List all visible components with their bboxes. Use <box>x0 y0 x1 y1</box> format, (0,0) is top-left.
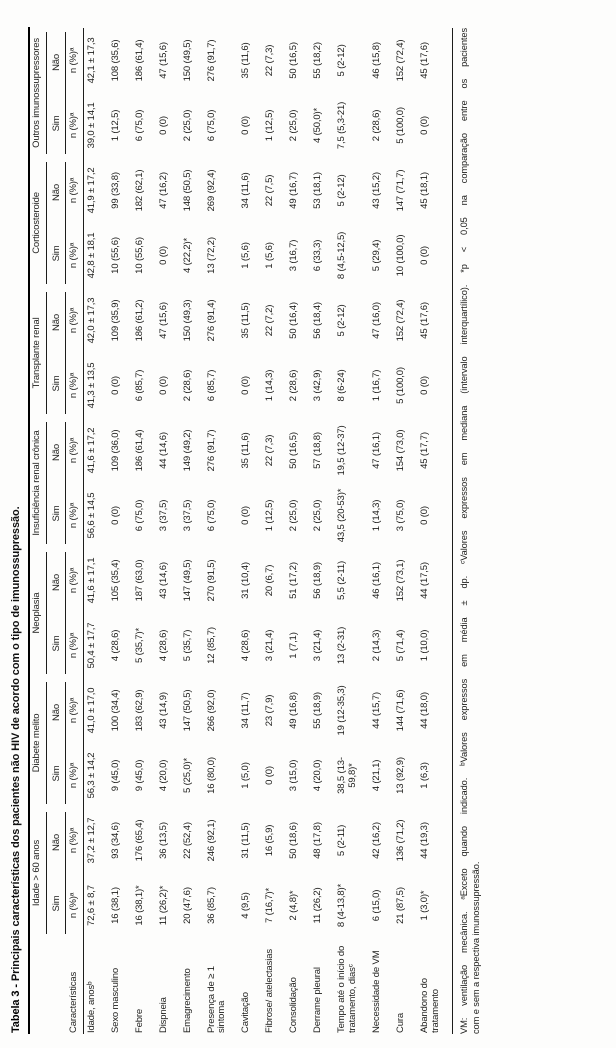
table-row <box>262 28 286 1034</box>
value-cell: 20 (47,6) <box>181 887 193 924</box>
nao-label: Não <box>51 313 63 331</box>
table-row <box>393 28 417 1034</box>
value-cell: 150 (49,5) <box>181 39 193 82</box>
column-group-header <box>30 28 47 158</box>
column-group-header <box>30 158 47 288</box>
value-cell: 5 (25,0)* <box>181 757 193 794</box>
value-cell: 5 (100,0) <box>394 367 406 404</box>
value-cell: 1 (5,6) <box>264 242 276 269</box>
value-cell: 46 (15,8) <box>370 42 382 79</box>
sim-label: Sim <box>51 375 63 392</box>
data-table <box>30 28 452 1034</box>
value-cell: 45 (17,6) <box>417 28 452 93</box>
table-row <box>238 28 262 1034</box>
sim-nao-pair <box>49 32 66 154</box>
value-cell: 6 (75,0) <box>205 499 217 532</box>
value-cell: 19,5 (12-37) <box>336 425 348 476</box>
row-label: Sexo masculino <box>109 968 121 1033</box>
value-cell: 0 (0) <box>417 223 452 288</box>
table-row <box>180 28 204 1034</box>
nao-label: Não <box>51 443 63 461</box>
column-group-header <box>30 678 47 808</box>
row-label: Presença de ≥ 1 sintoma <box>205 966 228 1033</box>
value-cell: 11 (26,2)* <box>157 885 169 926</box>
value-cell: 154 (73,0) <box>394 429 406 472</box>
table-row <box>334 28 369 1034</box>
value-cell: 5 (2-11) <box>336 824 348 857</box>
value-cell: 45 (17,7) <box>417 418 452 483</box>
value-cell: 4 (9,5) <box>240 892 252 919</box>
nao-label: Não <box>51 574 63 591</box>
n-percent-header: n (%)ᵃ <box>66 288 83 353</box>
value-cell: 56,3 ± 14,2 <box>85 752 97 799</box>
sim-label: Sim <box>51 115 63 132</box>
value-cell: 50 (16,5) <box>288 42 300 79</box>
value-cell: 31 (11,5) <box>240 822 252 859</box>
value-cell: 0 (0) <box>417 93 452 158</box>
value-cell: 4 (28,6) <box>157 629 169 662</box>
value-cell: 5 (35,7) <box>181 629 193 662</box>
value-cell: 8 (4-13,8)* <box>336 883 348 928</box>
value-cell: 12 (85,7) <box>205 627 217 664</box>
value-cell: 56,6 ± 14,5 <box>85 492 97 539</box>
value-cell: 44 (17,5) <box>417 548 452 613</box>
value-cell: 41,9 ± 17,2 <box>85 167 97 214</box>
value-cell: 3 (16,7) <box>288 239 300 272</box>
header-row-groups <box>30 28 47 1034</box>
sim-nao-pair <box>49 682 66 804</box>
value-cell: 6 (75,0) <box>205 109 217 142</box>
nao-label: Não <box>51 833 63 851</box>
value-cell: 47 (15,6) <box>157 42 169 79</box>
value-cell: 42,8 ± 18,1 <box>85 232 97 279</box>
sim-label: Sim <box>51 895 63 912</box>
value-cell: 23 (7,9) <box>264 694 276 727</box>
value-cell: 44 (19,3) <box>417 808 452 873</box>
value-cell: 10 (55,6) <box>109 237 121 274</box>
value-cell: 16 (5,9) <box>264 824 276 857</box>
value-cell: 8 (6-24) <box>336 369 348 402</box>
n-percent-header: n (%)ᵃ <box>66 808 83 873</box>
value-cell: 108 (35,6) <box>109 39 121 82</box>
n-percent-header: n (%)ᵃ <box>66 548 83 613</box>
value-cell: 1 (5,6) <box>240 242 252 269</box>
value-cell: 100 (34,4) <box>109 689 121 732</box>
value-cell: 5 (29,4) <box>370 239 382 272</box>
value-cell: 50 (16,5) <box>288 432 300 469</box>
value-cell: 2 (14,3) <box>370 629 382 662</box>
value-cell: 5 (2-12) <box>336 304 348 337</box>
value-cell: 3 (21,4) <box>312 629 324 662</box>
value-cell: 16 (80,0) <box>205 757 217 794</box>
value-cell: 1 (14,3) <box>264 369 276 402</box>
value-cell: 13 (92,9) <box>394 757 406 794</box>
value-cell: 22 (52,4) <box>181 822 193 859</box>
value-cell: 72,6 ± 8,7 <box>85 885 97 926</box>
value-cell: 183 (62,9) <box>133 689 145 732</box>
value-cell: 9 (45,0) <box>109 759 121 792</box>
value-cell: 4 (22,2)* <box>181 237 193 274</box>
value-cell: 1 (3,0)* <box>417 873 452 938</box>
value-cell: 10 (100,0) <box>394 234 406 277</box>
value-cell: 43 (15,2) <box>370 172 382 209</box>
column-group-header <box>30 808 47 938</box>
value-cell: 2 (28,6) <box>181 369 193 402</box>
value-cell: 105 (35,4) <box>109 559 121 602</box>
value-cell: 3 (75,0) <box>394 499 406 532</box>
value-cell: 6 (85,7) <box>133 369 145 402</box>
value-cell: 5 (100,0) <box>394 107 406 144</box>
value-cell: 1 (6,3) <box>417 743 452 808</box>
table-number: Tabela 3 - <box>10 984 22 1033</box>
value-cell: 44 (15,7) <box>370 692 382 729</box>
nao-label: Não <box>51 704 63 721</box>
value-cell: 6 (75,0) <box>133 499 145 532</box>
footnote-line-2: com e sem a respectiva imunossupressão. <box>471 861 482 1034</box>
value-cell: 2 (25,0) <box>288 499 300 532</box>
column-group-label: Neoplasia <box>32 552 47 674</box>
value-cell: 41,0 ± 17,0 <box>85 687 97 734</box>
value-cell: 4 (21,1) <box>370 759 382 792</box>
nao-label: Não <box>51 53 63 71</box>
sim-label: Sim <box>51 245 63 262</box>
sim-nao-pair <box>49 422 66 544</box>
value-cell: 1 (7,1) <box>288 632 300 659</box>
row-label: Cura <box>394 1013 406 1033</box>
table-row <box>369 28 393 1034</box>
sim-nao-header <box>47 808 66 938</box>
value-cell: 11 (26,2) <box>312 887 324 924</box>
value-cell: 152 (72,4) <box>394 299 406 342</box>
value-cell: 20 (6,7) <box>264 564 276 597</box>
value-cell: 4 (28,6) <box>109 629 121 662</box>
column-group-label: Outros imunossupressores <box>32 32 47 154</box>
value-cell: 2 (28,6) <box>288 369 300 402</box>
sim-nao-pair <box>49 162 66 284</box>
column-group-label: Idade > 60 anos <box>32 812 47 934</box>
value-cell: 6 (75,0) <box>133 109 145 142</box>
value-cell: 276 (91,7) <box>205 39 217 82</box>
value-cell: 3 (15,0) <box>288 759 300 792</box>
value-cell: 2 (28,6) <box>370 109 382 142</box>
value-cell: 152 (73,1) <box>394 559 406 602</box>
value-cell: 5 (35,7)* <box>133 627 145 664</box>
value-cell: 187 (63,0) <box>133 559 145 602</box>
sim-label: Sim <box>51 505 63 522</box>
value-cell: 6 (85,7) <box>205 369 217 402</box>
value-cell: 4 (50,0)* <box>312 107 324 143</box>
table-row <box>156 28 180 1034</box>
value-cell: 1 (10,0) <box>417 613 452 678</box>
value-cell: 6 (15,0) <box>370 889 382 922</box>
value-cell: 47 (16,1) <box>370 432 382 469</box>
value-cell: 47 (16,0) <box>370 302 382 339</box>
value-cell: 43 (14,6) <box>157 562 169 599</box>
table-row <box>204 28 239 1034</box>
value-cell: 246 (92,1) <box>205 819 217 862</box>
sim-nao-pair <box>49 292 66 414</box>
value-cell: 0 (0) <box>240 506 252 525</box>
sim-nao-header <box>47 418 66 548</box>
row-label: Consolidação <box>288 977 300 1033</box>
column-group-label: Diabete melito <box>32 682 47 804</box>
value-cell: 47 (16,2) <box>157 172 169 209</box>
value-cell: 37,2 ± 12,7 <box>85 817 97 864</box>
sim-nao-header <box>47 678 66 808</box>
value-cell: 50,4 ± 17,7 <box>85 622 97 669</box>
table-row <box>108 28 132 1034</box>
row-label: Tempo até o início do tratamento, diasᶜ <box>336 945 359 1033</box>
value-cell: 6 (33,3) <box>312 239 324 272</box>
table-row <box>83 28 107 1034</box>
value-cell: 22 (7,3) <box>264 44 276 77</box>
column-group-header <box>30 418 47 548</box>
n-percent-header: n (%)ᵃ <box>66 353 83 418</box>
value-cell: 147 (49,5) <box>181 559 193 602</box>
row-label: Cavitação <box>240 992 252 1033</box>
value-cell: 13 (72,2) <box>205 237 217 274</box>
value-cell: 186 (61,2) <box>133 299 145 342</box>
value-cell: 276 (91,7) <box>205 429 217 472</box>
value-cell: 5,5 (2-11) <box>336 561 348 600</box>
value-cell: 0 (0) <box>240 376 252 395</box>
column-group-label: Insuficiência renal crônica <box>32 422 47 544</box>
footnote-line-1: VM: ventilação mecânica. ᵃExceto quando indicado. ᵇValores expressos em média ± dp. ᶜValores expressos em mediana (intervalo interquartílico). *p < 0,05 na comparação entre os pacientes <box>458 28 469 1034</box>
value-cell: 0 (0) <box>417 483 452 548</box>
table-footnote <box>458 28 483 1034</box>
value-cell: 44 (18,0) <box>417 678 452 743</box>
value-cell: 0 (0) <box>109 376 121 395</box>
value-cell: 186 (61,4) <box>133 39 145 82</box>
n-percent-header: n (%)ᵃ <box>66 873 83 938</box>
value-cell: 51 (17,2) <box>288 562 300 599</box>
n-percent-header: n (%)ᵃ <box>66 93 83 158</box>
sim-nao-pair <box>49 552 66 674</box>
header-row-npercent <box>66 28 83 1034</box>
value-cell: 266 (92,0) <box>205 689 217 732</box>
row-label: Febre <box>133 1008 145 1033</box>
table-header <box>30 28 83 1034</box>
value-cell: 34 (11,6) <box>240 172 252 209</box>
value-cell: 47 (15,6) <box>157 302 169 339</box>
table-row <box>310 28 334 1034</box>
table-title <box>10 27 30 1034</box>
value-cell: 0 (0) <box>157 246 169 265</box>
value-cell: 43,5 (20-53)* <box>336 488 348 543</box>
value-cell: 1 (12,5) <box>109 109 121 142</box>
value-cell: 42 (16,2) <box>370 822 382 859</box>
value-cell: 50 (16,4) <box>288 302 300 339</box>
value-cell: 93 (34,6) <box>109 822 121 859</box>
value-cell: 147 (71,7) <box>394 169 406 212</box>
value-cell: 109 (35,9) <box>109 299 121 342</box>
value-cell: 36 (13,5) <box>157 822 169 859</box>
value-cell: 50 (18,6) <box>288 822 300 859</box>
column-group-header <box>30 288 47 418</box>
value-cell: 269 (92,4) <box>205 169 217 212</box>
column-group-header <box>30 548 47 678</box>
value-cell: 149 (49,2) <box>181 429 193 472</box>
value-cell: 46 (16,1) <box>370 562 382 599</box>
value-cell: 4 (20,0) <box>157 759 169 792</box>
sim-label: Sim <box>51 635 63 652</box>
value-cell: 5 (2-12) <box>336 44 348 77</box>
column-group-label: Transplante renal <box>32 292 47 414</box>
value-cell: 7 (16,7)* <box>264 887 276 924</box>
value-cell: 0 (0) <box>157 376 169 395</box>
value-cell: 35 (11,6) <box>240 432 252 469</box>
value-cell: 2 (25,0) <box>181 109 193 142</box>
value-cell: 147 (50,5) <box>181 689 193 732</box>
value-cell: 0 (0) <box>264 766 276 785</box>
value-cell: 35 (11,6) <box>240 42 252 79</box>
value-cell: 13 (2-31) <box>336 626 348 665</box>
value-cell: 4 (20,0) <box>312 759 324 792</box>
sim-nao-pair <box>49 812 66 934</box>
table-row <box>132 28 156 1034</box>
value-cell: 48 (17,8) <box>312 822 324 859</box>
value-cell: 4 (28,6) <box>240 629 252 662</box>
n-percent-header: n (%)ᵃ <box>66 418 83 483</box>
value-cell: 186 (61,4) <box>133 429 145 472</box>
row-label: Fibrose/ atelectasias <box>264 949 276 1033</box>
value-cell: 45 (18,1) <box>417 158 452 223</box>
n-percent-header: n (%)ᵃ <box>66 743 83 808</box>
value-cell: 53 (18,1) <box>312 172 324 209</box>
value-cell: 41,3 ± 13,5 <box>85 362 97 409</box>
value-cell: 22 (7,3) <box>264 434 276 467</box>
header-row-simnao <box>47 28 66 1034</box>
value-cell: 21 (87,5) <box>394 887 406 924</box>
value-cell: 0 (0) <box>240 116 252 135</box>
value-cell: 270 (91,5) <box>205 559 217 602</box>
value-cell: 276 (91,4) <box>205 299 217 342</box>
value-cell: 0 (0) <box>417 353 452 418</box>
value-cell: 2 (25,0) <box>312 499 324 532</box>
table-body <box>83 28 452 1034</box>
value-cell: 5 (2-12) <box>336 174 348 207</box>
n-percent-header: n (%)ᵃ <box>66 223 83 288</box>
row-label: Abandono do tratamento <box>417 938 452 1034</box>
value-cell: 0 (0) <box>109 506 121 525</box>
value-cell: 2 (25,0) <box>288 109 300 142</box>
value-cell: 9 (45,0) <box>133 759 145 792</box>
sim-nao-header <box>47 28 66 158</box>
corner-header: Características <box>30 938 83 1034</box>
value-cell: 152 (72,4) <box>394 39 406 82</box>
value-cell: 1 (12,5) <box>264 499 276 532</box>
value-cell: 57 (18,8) <box>312 432 324 469</box>
value-cell: 16 (38,1) <box>109 887 121 924</box>
value-cell: 3 (21,4) <box>264 629 276 662</box>
value-cell: 41,6 ± 17,2 <box>85 427 97 474</box>
value-cell: 1 (14,3) <box>370 499 382 532</box>
n-percent-header: n (%)ᵃ <box>66 613 83 678</box>
sim-nao-header <box>47 548 66 678</box>
n-percent-header: n (%)ᵃ <box>66 28 83 93</box>
nao-label: Não <box>51 183 63 201</box>
value-cell: 0 (0) <box>157 116 169 135</box>
value-cell: 36 (85,7) <box>205 887 217 924</box>
value-cell: 49 (16,8) <box>288 692 300 729</box>
value-cell: 38,5 (13-59,8)* <box>336 757 359 794</box>
value-cell: 7,5 (5,3-21) <box>336 101 348 150</box>
row-label: Idade, anosᵇ <box>85 981 97 1033</box>
table-row <box>417 28 452 1034</box>
value-cell: 176 (65,4) <box>133 819 145 862</box>
sim-nao-header <box>47 158 66 288</box>
value-cell: 8 (4,5-12,5) <box>336 231 348 280</box>
value-cell: 44 (14,6) <box>157 432 169 469</box>
value-cell: 144 (71,6) <box>394 689 406 732</box>
n-percent-header: n (%)ᵃ <box>66 158 83 223</box>
row-label: Dispneia <box>157 997 169 1033</box>
value-cell: 148 (50,5) <box>181 169 193 212</box>
value-cell: 3 (42,9) <box>312 369 324 402</box>
value-cell: 22 (7,2) <box>264 304 276 337</box>
value-cell: 55 (18,9) <box>312 692 324 729</box>
value-cell: 1 (16,7) <box>370 369 382 402</box>
value-cell: 56 (18,4) <box>312 302 324 339</box>
value-cell: 109 (36,0) <box>109 429 121 472</box>
value-cell: 1 (5,0) <box>240 762 252 789</box>
n-percent-header: n (%)ᵃ <box>66 483 83 548</box>
value-cell: 22 (7,5) <box>264 174 276 207</box>
value-cell: 41,6 ± 17,1 <box>85 557 97 604</box>
value-cell: 150 (49,3) <box>181 299 193 342</box>
value-cell: 56 (18,9) <box>312 562 324 599</box>
value-cell: 99 (33,8) <box>109 172 121 209</box>
value-cell: 5 (71,4) <box>394 629 406 662</box>
table-row <box>286 28 310 1034</box>
row-label: Emagrecimento <box>181 968 193 1033</box>
value-cell: 55 (18,2) <box>312 42 324 79</box>
value-cell: 45 (17,6) <box>417 288 452 353</box>
sim-label: Sim <box>51 765 63 782</box>
value-cell: 136 (71,2) <box>394 819 406 862</box>
value-cell: 49 (16,7) <box>288 172 300 209</box>
value-cell: 42,1 ± 17,3 <box>85 37 97 84</box>
table-title-text: Principais características dos pacientes não HIV de acordo com o tipo de imunossupressão. <box>10 506 22 982</box>
row-label: Necessidade de VM <box>370 950 382 1033</box>
value-cell: 2 (4,8)* <box>288 890 300 921</box>
row-label: Derrame pleural <box>312 967 324 1033</box>
value-cell: 3 (37,5) <box>181 499 193 532</box>
n-percent-header: n (%)ᵃ <box>66 678 83 743</box>
value-cell: 35 (11,5) <box>240 302 252 339</box>
value-cell: 10 (55,6) <box>133 237 145 274</box>
value-cell: 1 (12,5) <box>264 109 276 142</box>
value-cell: 43 (14,9) <box>157 692 169 729</box>
value-cell: 42,0 ± 17,3 <box>85 297 97 344</box>
value-cell: 19 (12-35,3) <box>336 685 348 736</box>
value-cell: 39,0 ± 14,1 <box>85 102 97 149</box>
value-cell: 182 (62,1) <box>133 169 145 212</box>
column-group-label: Corticosteroide <box>32 162 47 284</box>
sim-nao-header <box>47 288 66 418</box>
value-cell: 31 (10,4) <box>240 562 252 599</box>
value-cell: 3 (37,5) <box>157 499 169 532</box>
value-cell: 16 (38,1)* <box>133 885 145 926</box>
value-cell: 34 (11,7) <box>240 692 252 729</box>
